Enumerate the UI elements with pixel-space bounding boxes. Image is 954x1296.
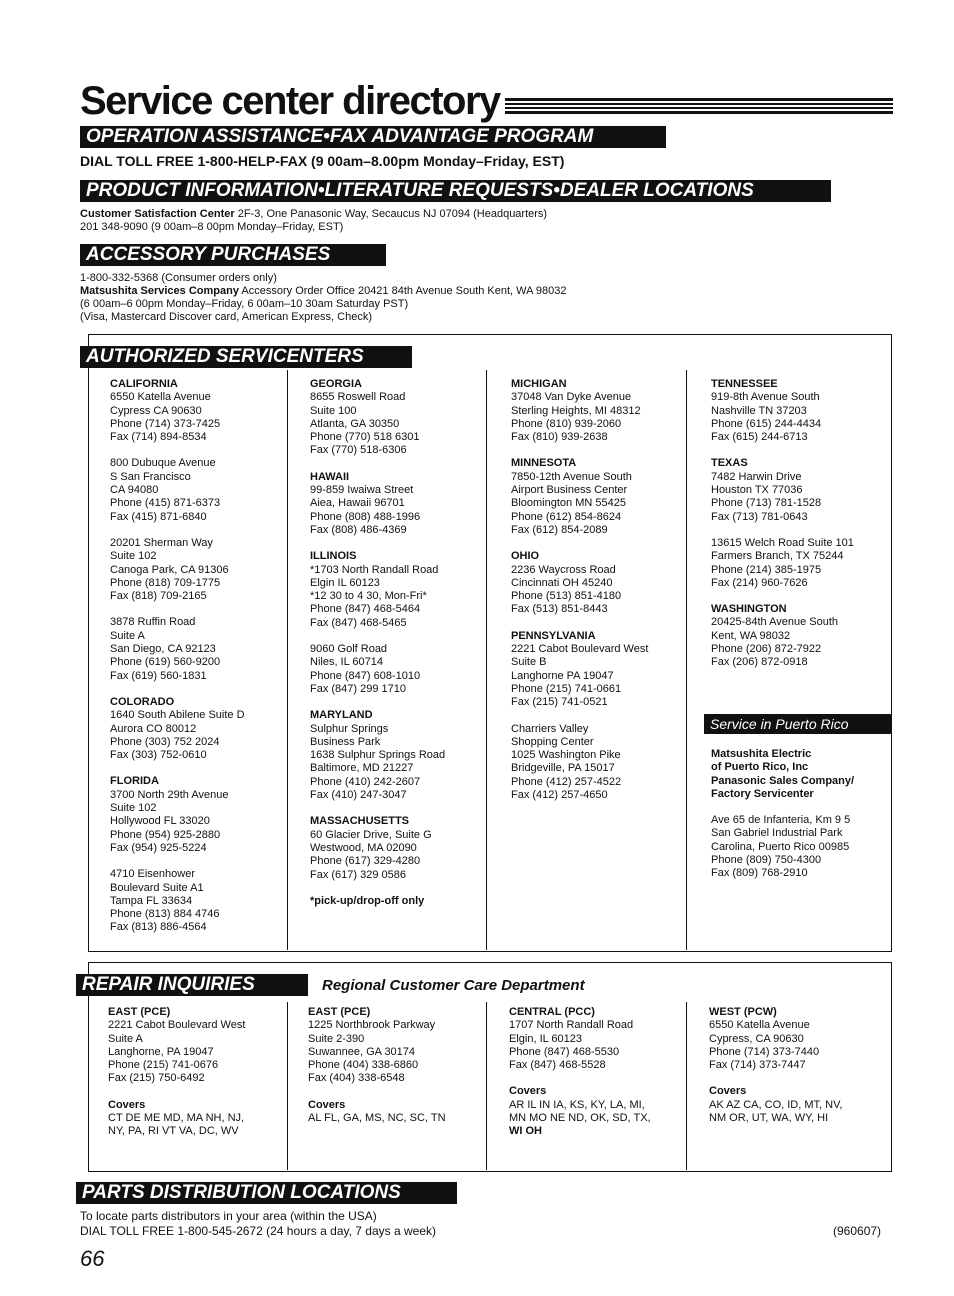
address-line: Phone (214) 385-1975 — [711, 563, 822, 576]
address-line: Phone (412) 257-4522 — [511, 775, 622, 788]
spacer — [310, 537, 500, 550]
section-heading: OHIO — [511, 550, 540, 563]
puerto-rico-heading: Service in Puerto Rico — [704, 714, 892, 734]
spacer — [110, 524, 300, 537]
operation-dial: DIAL TOLL FREE 1-800-HELP-FAX (9 00am–8.00pm Monday–Friday, EST) — [80, 153, 565, 169]
address-line: Fax (215) 750-6492 — [108, 1072, 205, 1085]
section-heading: Covers — [709, 1085, 747, 1098]
section-heading: EAST (PCE) — [108, 1006, 171, 1018]
address-line: Langhorne PA 19047 — [511, 669, 614, 682]
address-line: Phone (615) 244-4434 — [711, 417, 822, 430]
address-line: 919-8th Avenue South — [711, 391, 820, 404]
address-line: Suite A — [110, 629, 145, 642]
address-line: 1025 Washington Pike — [511, 749, 621, 762]
address-line: Fax (808) 486-4369 — [310, 523, 407, 536]
address-line: Phone (847) 608-1010 — [310, 669, 421, 682]
address-line: Cypress, CA 90630 — [709, 1032, 804, 1045]
accessory-office: Accessory Order Office 20421 84th Avenue South Kent, WA 98032 — [238, 285, 567, 297]
address-line: 7850-12th Avenue South — [511, 470, 632, 483]
address-line: Fax (215) 741-0521 — [511, 696, 608, 709]
address-line: Suite 102 — [110, 802, 157, 815]
section-heading: of Puerto Rico, Inc — [711, 761, 809, 774]
address-line: Fax (612) 854-2089 — [511, 523, 608, 536]
address-line: 8655 Roswell Road — [310, 391, 406, 404]
address-line: Bloomington MN 55425 — [511, 497, 626, 510]
accessory-heading: ACCESSORY PURCHASES — [80, 244, 386, 266]
section-heading: EAST (PCE) — [308, 1006, 371, 1018]
section-heading: WI OH — [509, 1125, 542, 1138]
repair-subheading: Regional Customer Care Department — [322, 977, 585, 994]
address-line: Phone (808) 488-1996 — [310, 510, 421, 523]
address-line: S San Francisco — [110, 470, 191, 483]
address-line: *12 30 to 4 30, Mon-Fri* — [310, 590, 427, 603]
page-number: 66 — [80, 1246, 105, 1271]
address-line: Cypress CA 90630 — [110, 404, 202, 417]
address-line: 9060 Golf Road — [310, 643, 388, 656]
address-line: Sterling Heights, MI 48312 — [511, 404, 641, 417]
address-line: Fax (615) 244-6713 — [711, 431, 808, 444]
section-heading: COLORADO — [110, 695, 175, 708]
repair-col-4 — [709, 1006, 899, 1125]
address-line: 6550 Katella Avenue — [110, 391, 211, 404]
address-line: Phone (713) 781-1528 — [711, 497, 822, 510]
address-line: Phone (813) 884 4746 — [110, 908, 220, 921]
address-line: Langhorne, PA 19047 — [108, 1045, 214, 1058]
address-line: Phone (818) 709-1775 — [110, 576, 221, 589]
address-line: Fax (617) 329 0586 — [310, 868, 407, 881]
section-heading: Matsushita Electric — [711, 748, 812, 760]
spacer — [711, 590, 901, 603]
spacer — [108, 1086, 298, 1099]
address-line: 3878 Ruffin Road — [110, 616, 196, 629]
address-line: Elgin IL 60123 — [310, 576, 380, 589]
repair-col-1 — [108, 1006, 298, 1139]
address-line: Atlanta, GA 30350 — [310, 417, 400, 430]
address-line: Farmers Branch, TX 75244 — [711, 550, 844, 563]
authorized-col-2 — [310, 378, 500, 908]
spacer — [310, 882, 500, 895]
puerto-rico-list — [711, 748, 901, 881]
parts-line2: DIAL TOLL FREE 1-800-545-2672 (24 hours a day, 7 days a week) — [80, 1224, 436, 1238]
section-heading: TEXAS — [711, 457, 748, 470]
address-line: Aiea, Hawaii 96701 — [310, 497, 405, 510]
address-line: 1638 Sulphur Springs Road — [310, 749, 446, 762]
accessory-line2 — [80, 285, 567, 298]
product-info-address-text: 2F-3, One Panasonic Way, Secaucus NJ 07094 (Headquarters) — [234, 208, 548, 220]
address-line: Phone (404) 338-6860 — [308, 1059, 419, 1072]
section-heading: Factory Servicenter — [711, 787, 814, 800]
section-heading: Covers — [509, 1085, 547, 1098]
address-line: Phone (415) 871-6373 — [110, 497, 221, 510]
address-line: Fax (303) 752-0610 — [110, 749, 207, 762]
spacer — [110, 762, 300, 775]
address-line: Ave 65 de Infanteria, Km 9 5 — [711, 814, 851, 827]
section-heading: HAWAII — [310, 470, 350, 483]
address-line: Fax (847) 468-5528 — [509, 1059, 606, 1072]
address-line: AK AZ CA, CO, ID, MT, NV, — [709, 1098, 843, 1111]
section-heading: Panasonic Sales Company/ — [711, 774, 855, 787]
address-line: Boulevard Suite A1 — [110, 881, 204, 894]
address-line: Fax (713) 781-0643 — [711, 510, 808, 523]
section-heading: MINNESOTA — [511, 457, 577, 470]
spacer — [711, 801, 901, 814]
address-line: Fax (847) 299 1710 — [310, 682, 407, 695]
address-line: Fax (954) 925-5224 — [110, 841, 207, 854]
spacer — [511, 617, 701, 630]
address-line: *1703 North Randall Road — [310, 563, 439, 576]
address-line: 2221 Cabot Boulevard West — [511, 643, 649, 656]
address-line: Phone (770) 518 6301 — [310, 431, 420, 444]
address-line: 1225 Northbrook Parkway — [308, 1019, 436, 1032]
address-line: Suite A — [108, 1032, 143, 1045]
address-line: Phone (206) 872-7922 — [711, 643, 822, 656]
spacer — [511, 444, 701, 457]
authorized-col-4 — [711, 378, 901, 670]
address-line: Fax (619) 560-1831 — [110, 669, 207, 682]
product-info-name: Customer Satisfaction Center — [80, 208, 235, 220]
spacer — [110, 683, 300, 696]
product-info-phone: 201 348-9090 (9 00am–8 00pm Monday–Friday, EST) — [80, 221, 344, 233]
address-line: Bridgeville, PA 15017 — [511, 762, 615, 775]
address-line: 2221 Cabot Boulevard West — [108, 1019, 246, 1032]
address-line: 7482 Harwin Drive — [711, 470, 802, 483]
address-line: Phone (954) 925-2880 — [110, 828, 221, 841]
parts-code: (960607) — [833, 1224, 882, 1238]
section-heading: MICHIGAN — [511, 378, 567, 390]
address-line: Phone (810) 939-2060 — [511, 417, 622, 430]
section-heading: TENNESSEE — [711, 378, 778, 390]
address-line: Phone (303) 752 2024 — [110, 735, 220, 748]
address-line: 800 Dubuque Avenue — [110, 457, 216, 470]
section-heading: MARYLAND — [310, 709, 373, 722]
address-line: Nashville TN 37203 — [711, 404, 807, 417]
address-line: Elgin, IL 60123 — [509, 1032, 582, 1045]
address-line: Airport Business Center — [511, 484, 628, 497]
address-line: Phone (847) 468-5530 — [509, 1045, 620, 1058]
address-line: 4710 Eisenhower — [110, 868, 196, 881]
address-line: CA 94080 — [110, 484, 159, 497]
address-line: CT DE ME MD, MA NH, NJ, — [108, 1112, 245, 1125]
section-heading: WEST (PCW) — [709, 1006, 777, 1018]
section-heading: CENTRAL (PCC) — [509, 1006, 595, 1018]
address-line: 60 Glacier Drive, Suite G — [310, 828, 432, 841]
address-line: 1640 South Abilene Suite D — [110, 709, 245, 722]
section-heading: GEORGIA — [310, 378, 362, 390]
address-line: Fax (513) 851-8443 — [511, 603, 608, 616]
spacer — [709, 1072, 899, 1085]
address-line: Fax (714) 894-8534 — [110, 431, 207, 444]
address-line: Phone (847) 468-5464 — [310, 603, 421, 616]
spacer — [110, 603, 300, 616]
address-line: Phone (513) 851-4180 — [511, 590, 622, 603]
accessory-company: Matsushita Services Company — [80, 285, 239, 297]
authorized-col-1 — [110, 378, 300, 935]
spacer — [110, 444, 300, 457]
spacer — [310, 458, 500, 471]
section-heading: WASHINGTON — [711, 603, 787, 616]
repair-heading: REPAIR INQUIRIES — [76, 974, 308, 996]
address-line: 20425-84th Avenue South — [711, 616, 839, 629]
accessory-line1: 1-800-332-5368 (Consumer orders only) — [80, 272, 277, 284]
address-line: NY, PA, RI VT VA, DC, WV — [108, 1125, 239, 1138]
parts-heading: PARTS DISTRIBUTION LOCATIONS — [76, 1182, 457, 1204]
section-heading: Covers — [308, 1098, 346, 1111]
address-line: Sulphur Springs — [310, 722, 389, 735]
section-heading: PENNSYLVANIA — [511, 629, 596, 642]
parts-line1: To locate parts distributors in your area (within the USA) — [80, 1209, 377, 1223]
spacer — [511, 537, 701, 550]
product-info-address — [80, 208, 547, 221]
address-line: MN MO NE ND, OK, SD, TX, — [509, 1112, 651, 1125]
address-line: Business Park — [310, 735, 381, 748]
accessory-line3: (6 00am–6 00pm Monday–Friday, 6 00am–10 30am Saturday PST) — [80, 298, 409, 310]
address-line: Fax (847) 468-5465 — [310, 616, 407, 629]
authorized-heading: AUTHORIZED SERVICENTERS — [80, 346, 412, 368]
address-line: Phone (612) 854-8624 — [511, 510, 622, 523]
address-line: 3700 North 29th Avenue — [110, 788, 229, 801]
spacer — [310, 802, 500, 815]
address-line: Niles, IL 60714 — [310, 656, 383, 669]
address-line: Phone (215) 741-0676 — [108, 1059, 219, 1072]
address-line: Phone (410) 242-2607 — [310, 775, 421, 788]
product-info-heading: PRODUCT INFORMATION•LITERATURE REQUESTS•DEALER LOCATIONS — [80, 180, 831, 202]
address-line: Phone (215) 741-0661 — [511, 682, 622, 695]
address-line: Fax (714) 373-7447 — [709, 1059, 806, 1072]
accessory-line4: (Visa, Mastercard Discover card, American Express, Check) — [80, 311, 372, 323]
address-line: Phone (619) 560-9200 — [110, 656, 221, 669]
address-line: Phone (617) 329-4280 — [310, 855, 421, 868]
address-line: Phone (714) 373-7425 — [110, 417, 221, 430]
address-line: Suite B — [511, 656, 547, 669]
page-title: Service center directory — [80, 79, 500, 123]
spacer — [711, 444, 901, 457]
address-line: Suite 2-390 — [308, 1032, 365, 1045]
address-line: Kent, WA 98032 — [711, 629, 791, 642]
section-heading: ILLINOIS — [310, 550, 357, 563]
address-line: Suite 102 — [110, 550, 157, 563]
address-line: San Gabriel Industrial Park — [711, 827, 843, 840]
address-line: 99-859 Iwaiwa Street — [310, 484, 414, 497]
operation-heading: OPERATION ASSISTANCE•FAX ADVANTAGE PROGRAM — [80, 126, 666, 148]
spacer — [509, 1072, 699, 1085]
address-line: Fax (818) 709-2165 — [110, 590, 207, 603]
address-line: NM OR, UT, WA, WY, HI — [709, 1112, 829, 1125]
spacer — [711, 524, 901, 537]
spacer — [310, 630, 500, 643]
section-heading: CALIFORNIA — [110, 378, 178, 390]
address-line: Phone (714) 373-7440 — [709, 1045, 820, 1058]
repair-col-2 — [308, 1006, 498, 1125]
address-line: Hollywood FL 33020 — [110, 815, 210, 828]
address-line: Fax (813) 886-4564 — [110, 921, 207, 934]
section-heading: MASSACHUSETTS — [310, 815, 410, 828]
address-line: Fax (214) 960-7626 — [711, 576, 808, 589]
address-line: Houston TX 77036 — [711, 484, 803, 497]
address-line: Baltimore, MD 21227 — [310, 762, 414, 775]
address-line: Carolina, Puerto Rico 00985 — [711, 840, 850, 853]
spacer — [110, 855, 300, 868]
address-line: Aurora CO 80012 — [110, 722, 197, 735]
address-line: Westwood, MA 02090 — [310, 841, 417, 854]
address-line: Fax (410) 247-3047 — [310, 789, 407, 802]
title-rules — [505, 98, 893, 118]
address-line: AR IL IN IA, KS, KY, LA, MI, — [509, 1098, 645, 1111]
address-line: Canoga Park, CA 91306 — [110, 563, 229, 576]
address-line: Phone (809) 750-4300 — [711, 854, 822, 867]
address-line: 20201 Sherman Way — [110, 536, 213, 549]
address-line: Charriers Valley — [511, 722, 589, 735]
spacer — [310, 696, 500, 709]
address-line: 37048 Van Dyke Avenue — [511, 391, 632, 404]
address-line: 6550 Katella Avenue — [709, 1019, 810, 1032]
address-line: Fax (810) 939-2638 — [511, 431, 608, 444]
spacer — [308, 1086, 498, 1099]
authorized-col-3 — [511, 378, 701, 802]
address-line: Shopping Center — [511, 735, 594, 748]
address-line: Fax (412) 257-4650 — [511, 789, 608, 802]
spacer — [511, 710, 701, 723]
address-line: Fax (415) 871-6840 — [110, 510, 207, 523]
address-line: Fax (206) 872-0918 — [711, 656, 808, 669]
address-line: 2236 Waycross Road — [511, 563, 616, 576]
section-heading: Covers — [108, 1098, 146, 1111]
address-line: Fax (404) 338-6548 — [308, 1072, 405, 1085]
address-line: Tampa FL 33634 — [110, 894, 193, 907]
address-line: AL FL, GA, MS, NC, SC, TN — [308, 1112, 446, 1125]
address-line: Suite 100 — [310, 404, 357, 417]
address-line: Fax (770) 518-6306 — [310, 444, 407, 457]
repair-col-3 — [509, 1006, 699, 1139]
address-line: San Diego, CA 92123 — [110, 643, 216, 656]
address-line: Fax (809) 768-2910 — [711, 867, 808, 880]
address-line: 13615 Welch Road Suite 101 — [711, 536, 854, 549]
section-heading: *pick-up/drop-off only — [310, 894, 425, 907]
section-heading: FLORIDA — [110, 775, 159, 788]
address-line: Suwannee, GA 30174 — [308, 1045, 416, 1058]
address-line: Cincinnati OH 45240 — [511, 576, 613, 589]
address-line: 1707 North Randall Road — [509, 1019, 634, 1032]
